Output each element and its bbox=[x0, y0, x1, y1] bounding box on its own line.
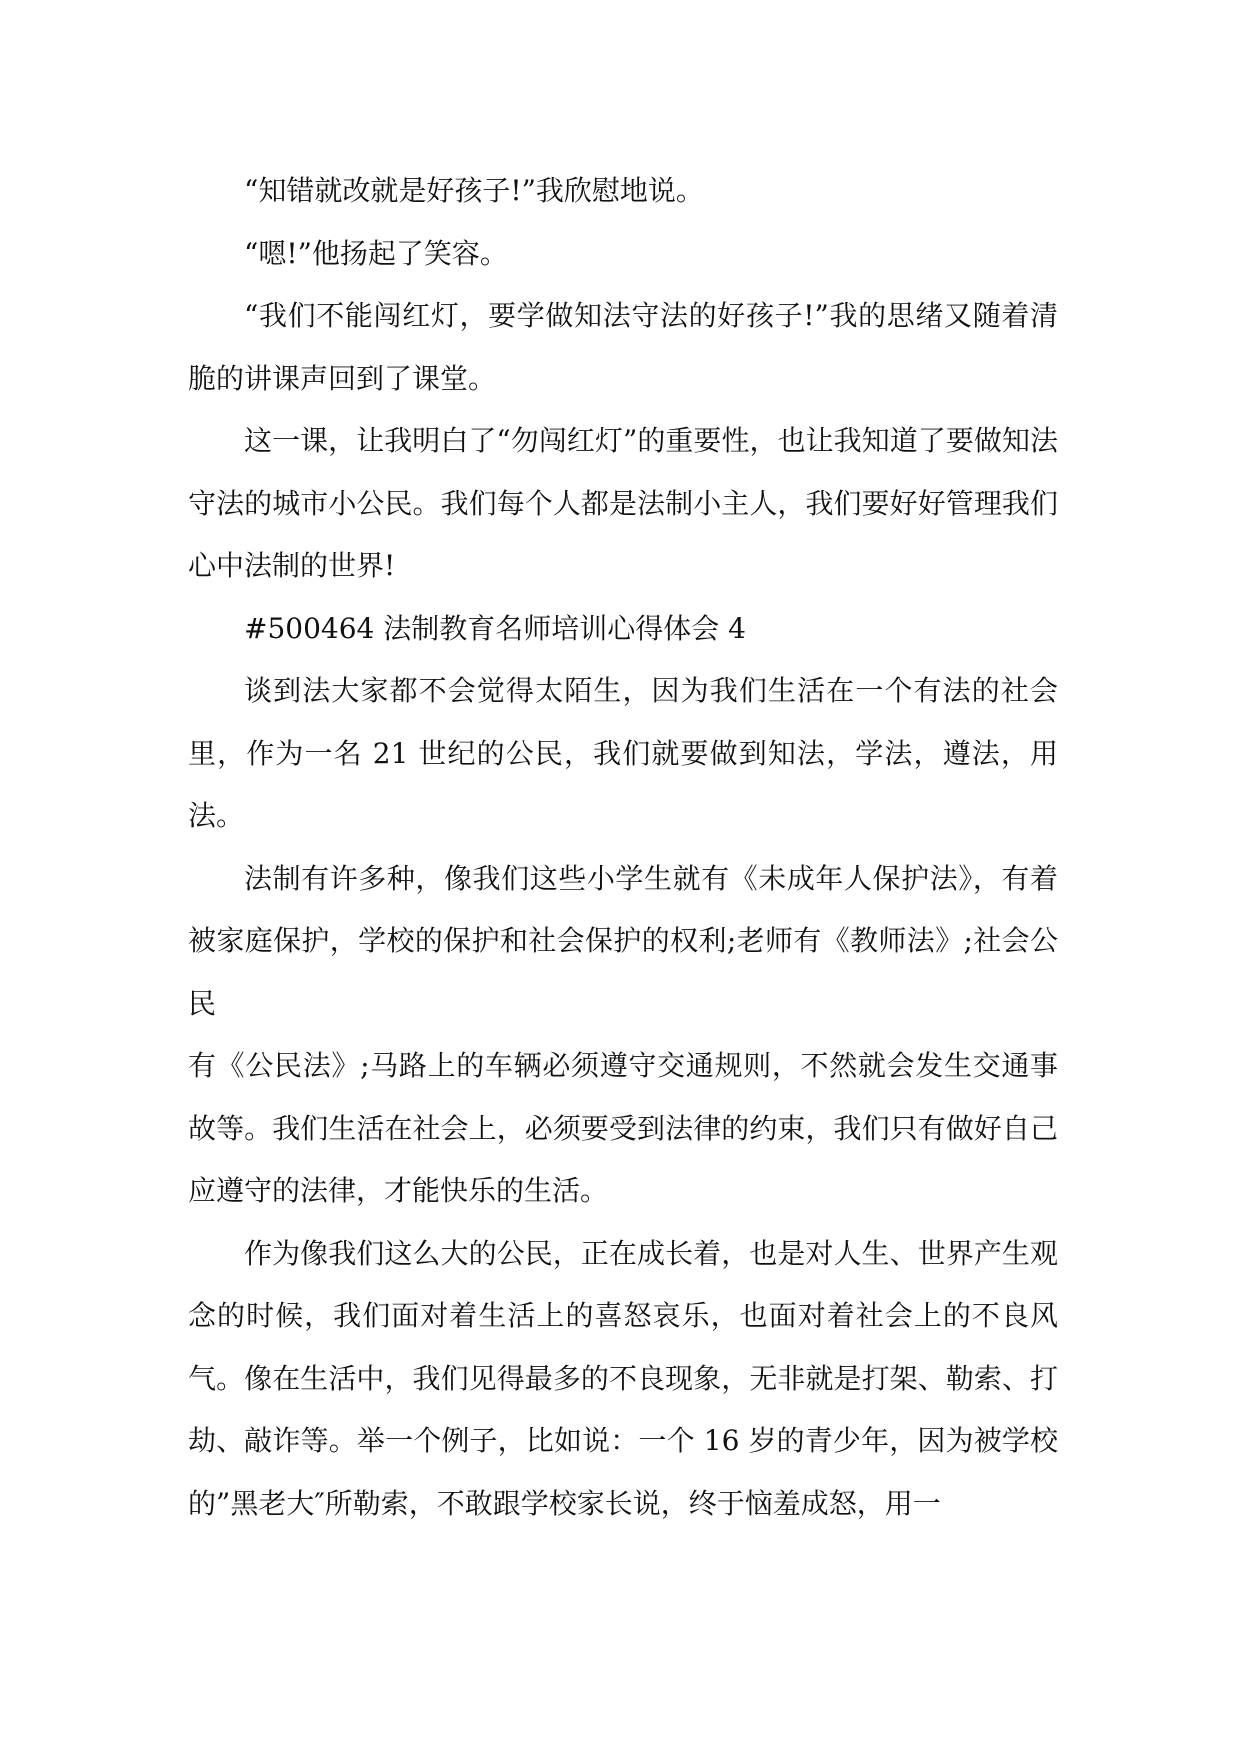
section-heading: #500464 法制教育名师培训心得体会 4 bbox=[244, 611, 746, 645]
paragraph-citizen-growth: 作为像我们这么大的公民，正在成长着，也是对人生、世界产生观念的时候，我们面对着生活上的喜怒哀乐，也面对着社会上的不良风气。像在生活中，我们见得最多的不良现象，无非就是打架、勒索、打劫、敲诈等。举一个例子，比如说：一个 16 岁的青少年，因为被学校的”黑老大″所勒索，不敢跟学校家长说，终于恼羞成怒，用一 bbox=[188, 1236, 1058, 1520]
paragraph-correct-mistake: “知错就改就是好孩子!”我欣慰地说。 bbox=[244, 174, 704, 207]
paragraph-law-types: 法制有许多种，像我们这些小学生就有《未成年人保护法》，有着被家庭保护，学校的保护和社会保护的权利;老师有《教师法》;社会公民 bbox=[188, 861, 1058, 1020]
paragraph-smile: “嗯!”他扬起了笑容。 bbox=[244, 236, 508, 270]
paragraph-traffic-rules: 有《公民法》;马路上的车辆必须遵守交通规则，不然就会发生交通事故等。我们生活在社会上，必须要受到法律的约束，我们只有做好自己应遵守的法律，才能快乐的生活。 bbox=[188, 1049, 1058, 1207]
paragraph-lesson: 这一课，让我明白了“勿闯红灯”的重要性，也让我知道了要做知法守法的城市小公民。我们每个人都是法制小主人，我们要好好管理我们心中法制的世界! bbox=[188, 424, 1058, 582]
document-body bbox=[188, 160, 1058, 1535]
paragraph-red-light: “我们不能闯红灯，要学做知法守法的好孩子!”我的思绪又随着清脆的讲课声回到了课堂。 bbox=[188, 299, 1058, 395]
paragraph-law-society: 谈到法大家都不会觉得太陌生，因为我们生活在一个有法的社会里，作为一名 21 世纪的公民，我们就要做到知法，学法，遵法，用法。 bbox=[188, 674, 1058, 832]
